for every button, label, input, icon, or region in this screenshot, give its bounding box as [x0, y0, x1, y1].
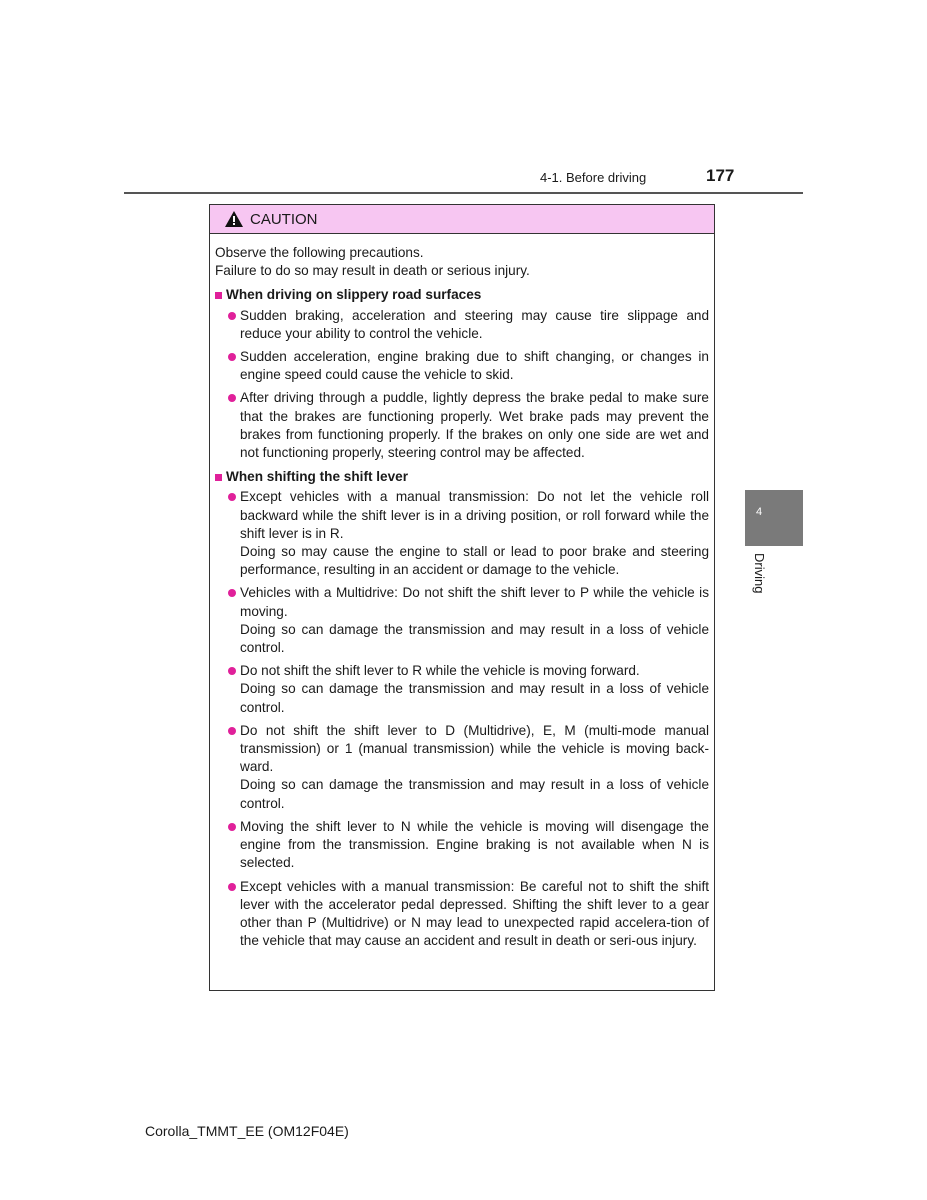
- round-bullet-icon: [228, 353, 236, 361]
- caution-item-text: Doing so can damage the transmission and may result in a loss of vehicle control.: [240, 777, 709, 811]
- intro-line: Observe the following precautions.: [215, 245, 424, 260]
- caution-section-title: [215, 286, 709, 304]
- chapter-number: 4: [756, 506, 763, 518]
- caution-section-title-text: When driving on slippery road surfaces: [226, 287, 482, 303]
- round-bullet-icon: [228, 667, 236, 675]
- square-bullet-icon: [215, 474, 222, 481]
- caution-item-text: After driving through a puddle, lightly depress the brake pedal to make sure that the brakes are functioning properly. Wet brake pads may prevent the brakes from functioning properly. If the brakes on only one side are wet and not functioning properly, steering control may be affected.: [240, 390, 709, 461]
- chapter-label: Driving: [752, 553, 767, 594]
- caution-item-text: Doing so can damage the transmission and may result in a loss of vehicle control.: [240, 681, 709, 715]
- round-bullet-icon: [228, 493, 236, 501]
- caution-item: [215, 584, 709, 657]
- caution-item-text: Doing so can damage the transmission and may result in a loss of vehicle control.: [240, 621, 709, 656]
- caution-item-text: Do not shift the shift lever to R while the vehicle is moving forward.: [240, 663, 640, 679]
- round-bullet-icon: [228, 727, 236, 735]
- caution-section-title-text: When shifting the shift lever: [226, 469, 409, 485]
- caution-item-text: Moving the shift lever to N while the vehicle is moving will disengage the engine from the transmission. Engine braking is not available when N is selected.: [240, 818, 709, 871]
- caution-item-text: Sudden braking, acceleration and steering may cause tire slippage and reduce your ability to control the vehicle.: [240, 307, 709, 341]
- caution-item-text: Sudden acceleration, engine braking due to shift changing, or changes in engine speed could cause the vehicle to skid.: [240, 349, 709, 383]
- square-bullet-icon: [215, 292, 222, 299]
- caution-item: [215, 348, 709, 384]
- caution-section-title: [215, 468, 709, 486]
- caution-item: [215, 662, 709, 717]
- caution-item-text: Do not shift the shift lever to D (Multidrive), E, M (multi-mode manual transmission) or 1 (manual transmission) while the vehicle is moving back-ward.: [240, 722, 709, 775]
- caution-item: [215, 488, 709, 579]
- footer-doc-id: Corolla_TMMT_EE (OM12F04E): [145, 1123, 349, 1139]
- caution-box: [209, 204, 715, 991]
- round-bullet-icon: [228, 394, 236, 402]
- caution-item: [215, 878, 709, 951]
- warning-triangle-icon: [224, 210, 244, 228]
- chapter-tab: [745, 490, 803, 546]
- intro-line: Failure to do so may result in death or serious injury.: [215, 263, 530, 279]
- header-divider: [124, 192, 803, 194]
- caution-item-text: Vehicles with a Multidrive: Do not shift the shift lever to P while the vehicle is moving.: [240, 585, 709, 619]
- caution-item: [215, 818, 709, 873]
- page-number: 177: [706, 166, 735, 185]
- caution-item-text: Except vehicles with a manual transmission: Do not let the vehicle roll backward while the shift lever is in a driving position, or roll forward while the shift lever is in R.: [240, 489, 709, 541]
- caution-item: [215, 722, 709, 813]
- round-bullet-icon: [228, 823, 236, 831]
- caution-intro: [215, 244, 709, 280]
- caution-item-text: Except vehicles with a manual transmission: Be careful not to shift the shift lever with the accelerator pedal depressed. Shifting the shift lever to a gear other than P (Multidrive) or N may lead to unexpected rapid accelera-tion of the vehicle that may cause an accident and result in death or seri-ous injury.: [240, 878, 709, 949]
- round-bullet-icon: [228, 312, 236, 320]
- caution-item: [215, 307, 709, 343]
- caution-body: [210, 234, 714, 950]
- caution-item: [215, 389, 709, 462]
- round-bullet-icon: [228, 883, 236, 891]
- section-title: 4-1. Before driving: [540, 170, 647, 185]
- round-bullet-icon: [228, 589, 236, 597]
- caution-item-text: Doing so may cause the engine to stall or lead to poor brake and steering performance, resulting in an accident or damage to the vehicle.: [240, 544, 709, 578]
- caution-title: CAUTION: [250, 210, 318, 228]
- caution-header: [210, 205, 714, 234]
